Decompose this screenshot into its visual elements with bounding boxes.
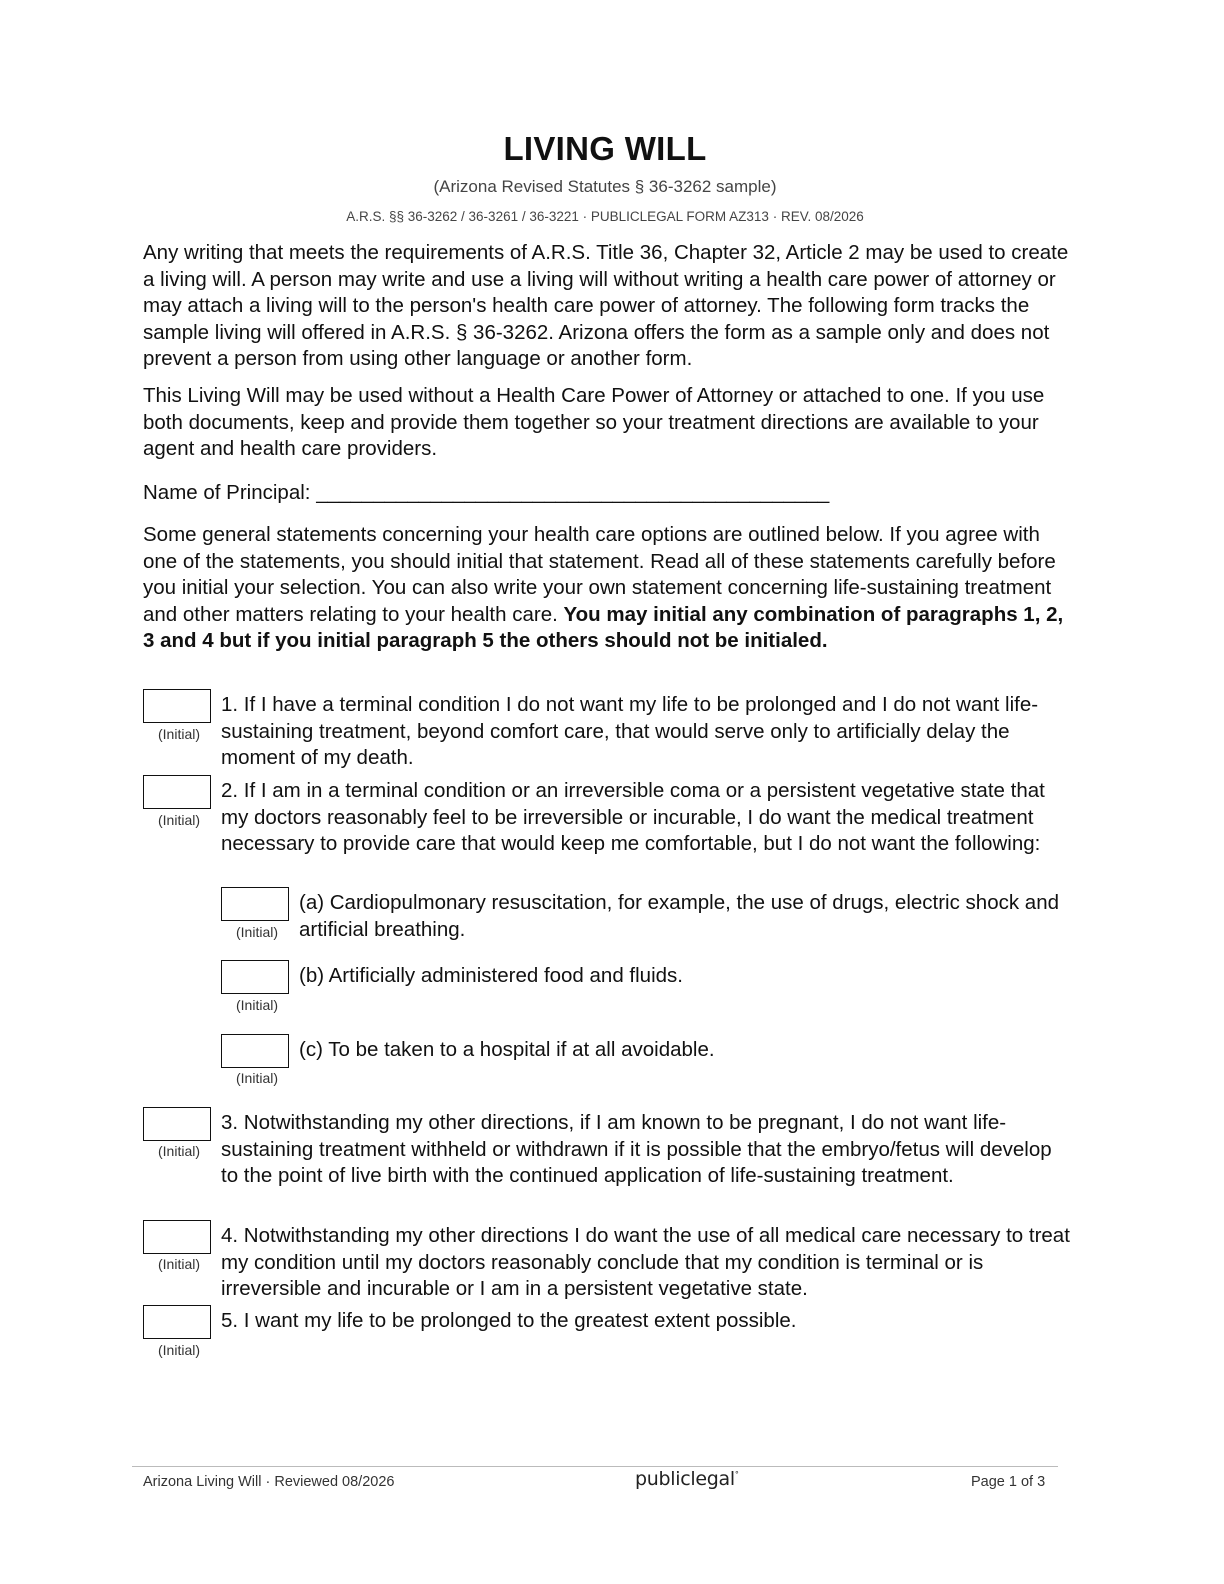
statement-4: 4. Notwithstanding my other directions I do want the use of all medical care necessary to treat my condition until my doctors reasonably conclude that my condition is terminal or is irreversible and incurable or I am in a persistent vegetative state. <box>221 1224 1070 1300</box>
principal-name-field[interactable]: _____________________________________________ <box>316 481 830 504</box>
initial-box-2b[interactable] <box>221 960 289 994</box>
initial-box-2[interactable] <box>143 775 211 809</box>
initial-box-2c[interactable] <box>221 1034 289 1068</box>
footer-divider <box>132 1466 1058 1467</box>
statement-1: 1. If I have a terminal condition I do not want my life to be prolonged and I do not want life-sustaining treatment, beyond comfort care, that would serve only to artificially delay the moment of my death. <box>221 693 1039 769</box>
brand-mark: ° <box>734 1470 739 1479</box>
initial-label: (Initial) <box>236 1070 279 1086</box>
statute-reference-line: A.R.S. §§ 36-3262 / 36-3261 / 36-3221 · PUBLICLEGAL FORM AZ313 · REV. 08/2026 <box>346 209 864 224</box>
page-subtitle: (Arizona Revised Statutes § 36-3262 sample) <box>433 177 777 196</box>
principal-name-label: Name of Principal: <box>143 481 311 504</box>
initial-box-3[interactable] <box>143 1107 211 1141</box>
initial-box-5[interactable] <box>143 1305 211 1339</box>
statement-2a: (a) Cardiopulmonary resuscitation, for example, the use of drugs, electric shock and artificial breathing. <box>299 891 1060 941</box>
instructions-bold-text: You may initial any combination of paragraphs 1, 2, 3 and 4 but if you initial paragraph 5 the others should not be initialed. <box>143 602 1064 652</box>
statement-3: 3. Notwithstanding my other directions, if I am known to be pregnant, I do not want life-sustaining treatment withheld or withdrawn if it is possible that the embryo/fetus will develop to the point of live birth with the continued application of life-sustaining treatment. <box>221 1111 1052 1187</box>
initial-label: (Initial) <box>158 1143 201 1159</box>
initial-label: (Initial) <box>236 997 279 1013</box>
statement-2b: (b) Artificially administered food and fluids. <box>299 964 683 987</box>
usage-paragraph: This Living Will may be used without a Health Care Power of Attorney or attached to one. If you use both documents, keep and provide them together so your treatment directions are available to your agent and health care providers. <box>143 384 1045 460</box>
statement-5: 5. I want my life to be prolonged to the greatest extent possible. <box>221 1309 797 1332</box>
footer-form-name: Arizona Living Will · Reviewed 08/2026 <box>143 1474 395 1490</box>
statement-2: 2. If I am in a terminal condition or an irreversible coma or a persistent vegetative state that my doctors reasonably feel to be irreversible or incurable, I do want the medical treatment necessary to provide care that would keep me comfortable, but I do not want the following: <box>221 779 1045 855</box>
initial-label: (Initial) <box>158 1256 201 1272</box>
publiclegal-logo <box>635 1468 739 1490</box>
initial-label: (Initial) <box>236 924 279 940</box>
instructions-text: Some general statements concerning your health care options are outlined below. If you agree with one of the statements, you should initial that statement. Read all of these statements carefully before you initial your selection. You can also write your own statement concerning life-sustaining treatment and other matters relating to your health care. <box>143 523 1056 626</box>
initial-label: (Initial) <box>158 1342 201 1358</box>
initial-label: (Initial) <box>158 812 201 828</box>
initial-box-4[interactable] <box>143 1220 211 1254</box>
intro-paragraph: Any writing that meets the requirements of A.R.S. Title 36, Chapter 32, Article 2 may be used to create a living will. A person may write and use a living will without writing a health care power of attorney or may attach a living will to the person's health care power of attorney. The following form tracks the sample living will offered in A.R.S. § 36-3262. Arizona offers the form as a sample only and does not prevent a person from using other language or another form. <box>143 241 1069 370</box>
page-title: LIVING WILL <box>503 130 707 167</box>
brand-name: publiclegal <box>635 1468 735 1490</box>
initial-box-1[interactable] <box>143 689 211 723</box>
instructions-paragraph <box>143 522 1073 655</box>
initial-label: (Initial) <box>158 726 201 742</box>
principal-name-line <box>143 480 1073 507</box>
page-number: Page 1 of 3 <box>971 1474 1046 1490</box>
initial-box-2a[interactable] <box>221 887 289 921</box>
statement-2c: (c) To be taken to a hospital if at all avoidable. <box>299 1038 715 1061</box>
